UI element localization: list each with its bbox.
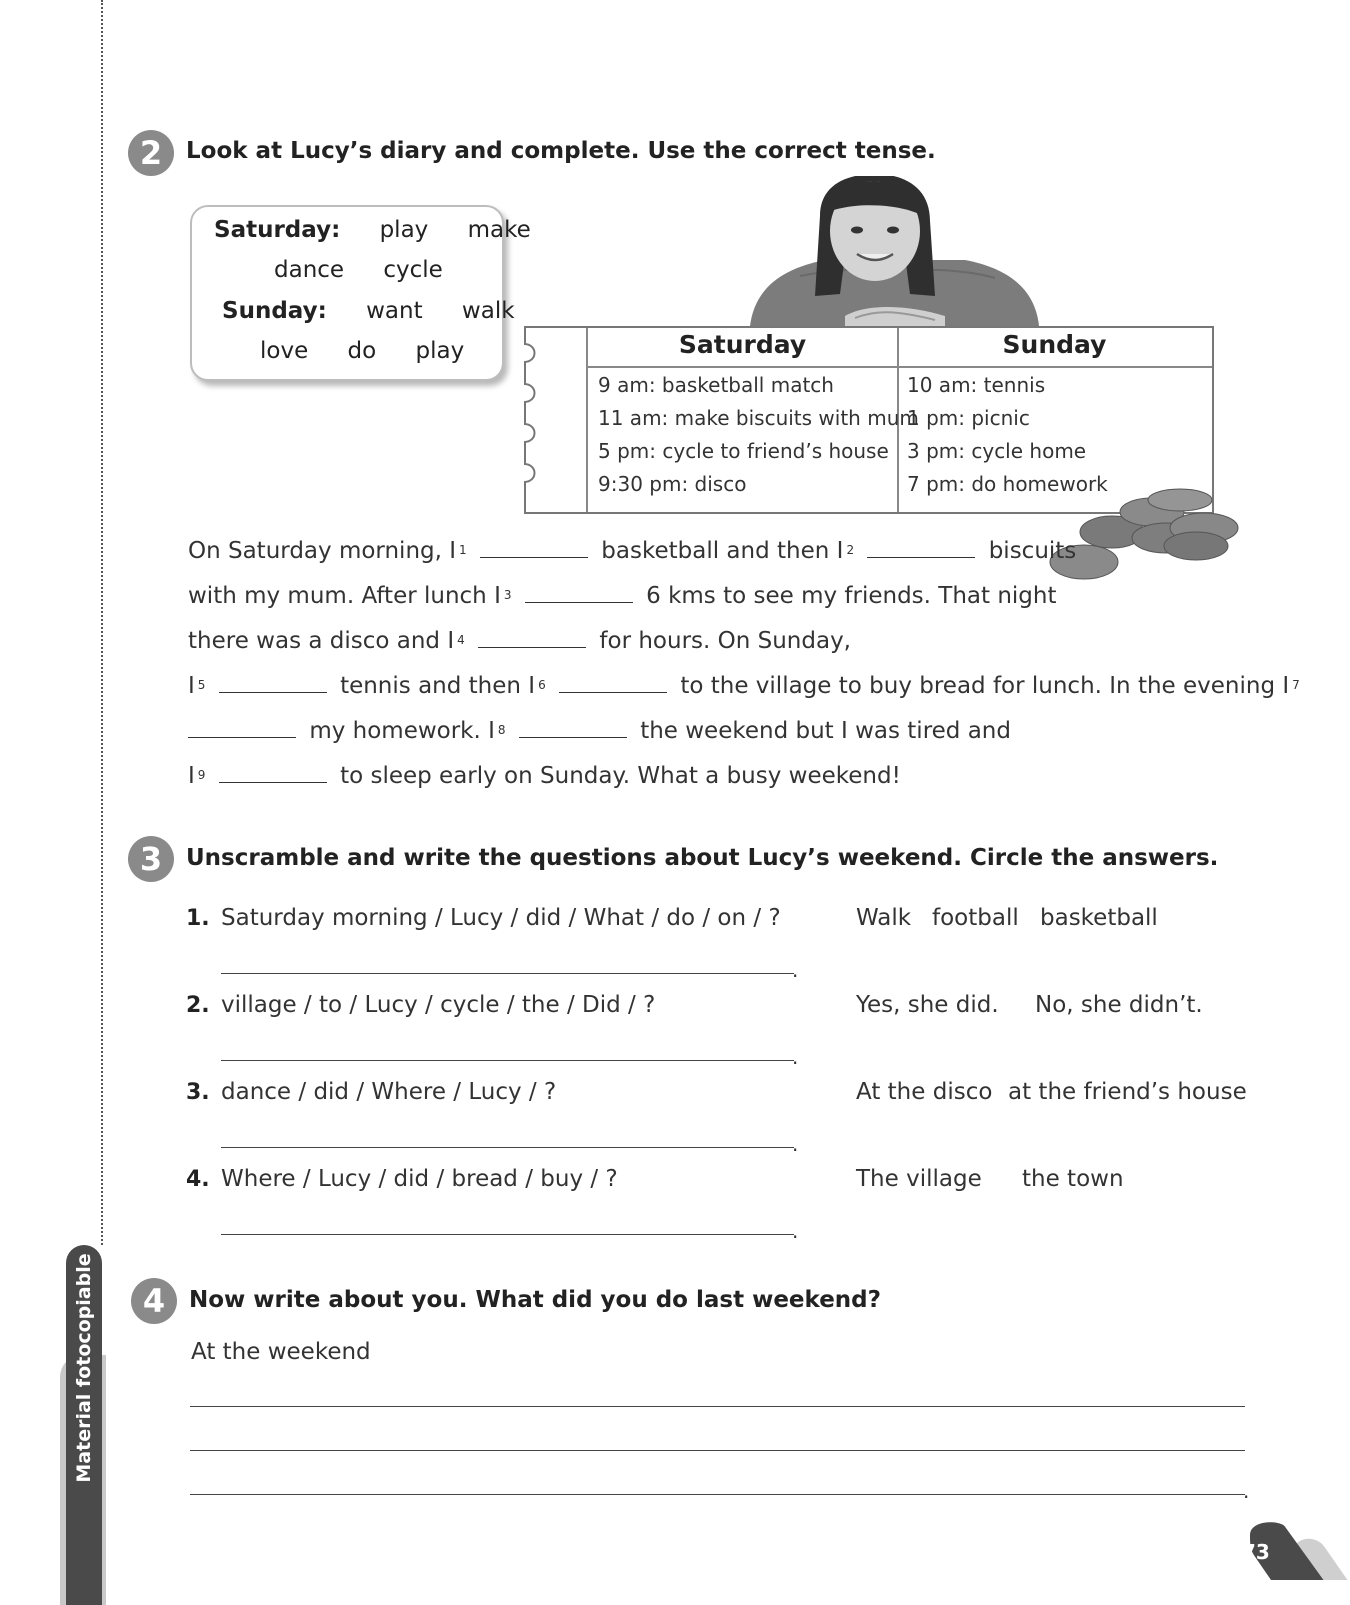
exercise-3-badge: 3 [128,836,174,882]
biscuits-illustration [1048,488,1248,588]
question-number: 3. [186,1080,210,1105]
word-do: do [347,338,377,364]
gap-5[interactable] [219,674,327,693]
text-line-2: with my mum. After lunch I $^3$ 6 kms to see my friends. That night [188,583,1057,609]
answer-option[interactable]: football [932,905,1019,931]
word-dance: dance [274,257,345,283]
side-tab-label: Material fotocopiable [73,1253,95,1483]
gap-1[interactable] [480,539,588,558]
answer-line[interactable] [221,1147,794,1148]
word-make: make [467,217,531,243]
answer-option[interactable]: Walk [856,905,912,931]
exercise-2-badge: 2 [128,130,174,176]
word-play-2: play [415,338,465,364]
word-play: play [379,217,429,243]
diary-sunday-entry: 1 pm: picnic [907,406,1030,430]
answer-option[interactable]: the town [1022,1166,1124,1192]
gap-4[interactable] [478,629,586,648]
gap-2[interactable] [867,539,975,558]
word-love: love [260,338,309,364]
answer-line[interactable] [221,1060,794,1061]
writing-line[interactable] [190,1406,1245,1407]
question-number: 4. [186,1167,210,1192]
question-number: 2. [186,993,210,1018]
gap-7[interactable] [188,719,296,738]
answer-option[interactable]: At the disco [856,1079,993,1105]
text-line-3: there was a disco and I $^4$ for hours. On Sunday, [188,628,851,654]
exercise-4-instruction: Now write about you. What did you do last weekend? [189,1287,881,1313]
answer-line[interactable] [221,973,794,974]
answer-option[interactable]: basketball [1040,905,1158,931]
text-line-4: I $^5$ tennis and then I $^6$ to the village to buy bread for lunch. In the evening I $^7$ [188,673,1300,699]
writing-line[interactable] [190,1450,1245,1451]
question-prompt: village / to / Lucy / cycle / the / Did / ? [221,992,656,1018]
word-cycle: cycle [383,257,443,283]
diary-sunday-header: Sunday [1002,330,1107,359]
lucy-diary [524,326,1214,514]
diary-saturday-entry: 9:30 pm: disco [598,472,747,496]
exercise-3-instruction: Unscramble and write the questions about Lucy’s weekend. Circle the answers. [186,845,1219,871]
word-walk: walk [461,298,515,324]
cut-line [101,0,103,1245]
answer-option[interactable]: No, she didn’t. [1035,992,1203,1018]
gap-6[interactable] [559,674,667,693]
word-box [190,205,531,381]
text-line-1: On Saturday morning, I $^1$ basketball and then I $^2$ biscuits [188,538,1077,564]
diary-sunday-entry: 10 am: tennis [907,373,1046,397]
word-want: want [366,298,423,324]
exercise-4-badge: 4 [131,1278,177,1324]
question-prompt: Where / Lucy / did / bread / buy / ? [221,1166,618,1192]
gap-3[interactable] [525,584,633,603]
gap-8[interactable] [519,719,627,738]
diary-saturday-header: Saturday [678,330,807,359]
answer-option[interactable]: The village [856,1166,982,1192]
gap-9[interactable] [219,764,327,783]
text-line-6: I $^9$ to sleep early on Sunday. What a busy weekend! [188,763,901,789]
answer-option[interactable]: at the friend’s house [1008,1079,1247,1105]
writing-line[interactable] [190,1494,1245,1495]
word-box-sunday-label: Sunday: [222,298,327,324]
writing-starter: At the weekend [191,1339,371,1365]
girl-illustration [745,176,1045,332]
answer-line[interactable] [221,1234,794,1235]
question-prompt: Saturday morning / Lucy / did / What / do / on / ? [221,905,781,931]
question-number: 1. [186,906,210,931]
page-number: 273 [1228,1540,1270,1564]
diary-saturday-entry: 11 am: make biscuits with mum [598,406,919,430]
word-box-saturday-label: Saturday: [214,217,341,243]
diary-binding [520,336,542,496]
exercise-2-instruction: Look at Lucy’s diary and complete. Use the correct tense. [186,138,936,164]
diary-saturday-entry: 9 am: basketball match [598,373,834,397]
text-line-5: my homework. I $^8$ the weekend but I was tired and [188,718,1011,744]
answer-option[interactable]: Yes, she did. [856,992,999,1018]
diary-saturday-entry: 5 pm: cycle to friend’s house [598,439,889,463]
diary-sunday-entry: 7 pm: do homework [907,472,1108,496]
diary-sunday-entry: 3 pm: cycle home [907,439,1087,463]
question-prompt: dance / did / Where / Lucy / ? [221,1079,557,1105]
